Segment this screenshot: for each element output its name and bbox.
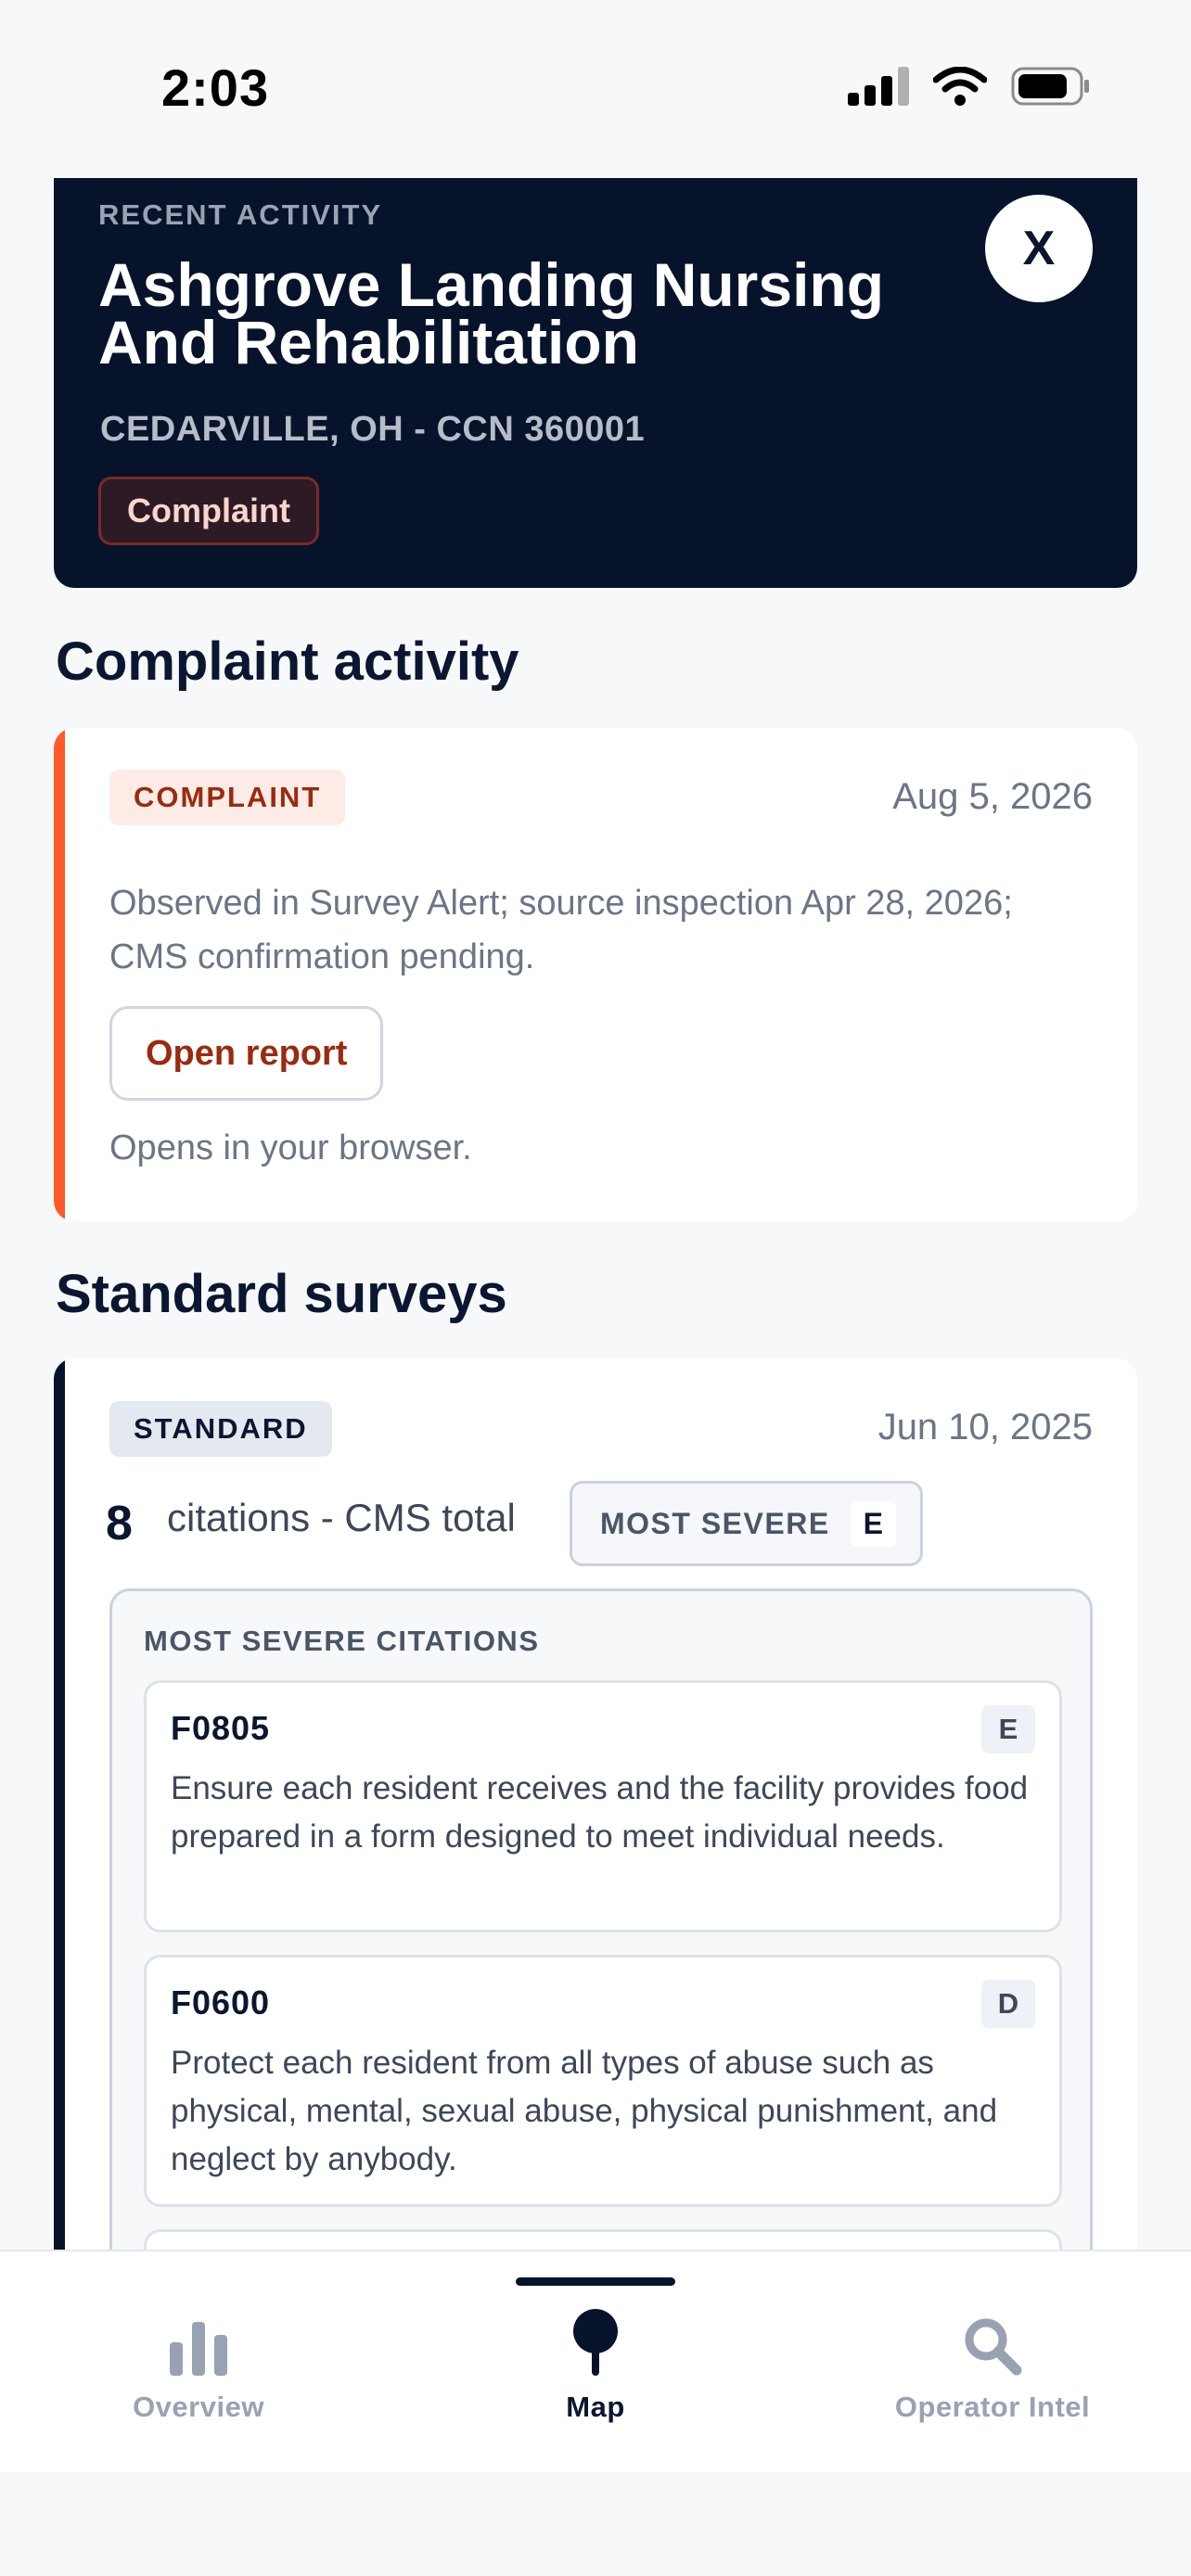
citation-code: F0805 xyxy=(171,1709,271,1747)
active-tab-indicator xyxy=(516,2277,675,2286)
citation-severity: E xyxy=(981,1705,1035,1753)
wifi-icon xyxy=(933,67,987,106)
tab-map-label: Map xyxy=(566,2391,625,2423)
standard-date: Jun 10, 2025 xyxy=(877,1407,1093,1447)
citation-code: F0600 xyxy=(171,1983,271,2021)
battery-icon xyxy=(1011,67,1091,106)
browser-note: Opens in your browser. xyxy=(109,1129,472,1167)
close-button[interactable]: X xyxy=(985,195,1093,302)
tab-overview[interactable] xyxy=(0,2251,397,2474)
citation-text: Ensure each resident receives and the facility provides food prepared in a form designed to meet individual needs. xyxy=(171,1770,1029,1855)
standard-tag: STANDARD xyxy=(109,1401,332,1457)
citations-heading: MOST SEVERE CITATIONS xyxy=(144,1625,540,1657)
citation-text: Protect each resident from all types of abuse such as physical, mental, sexual abuse, physical punishment, and neglect by anybody. xyxy=(171,2045,998,2177)
complaint-tag: COMPLAINT xyxy=(109,770,345,825)
most-severe-badge xyxy=(570,1481,923,1566)
facility-location: CEDARVILLE, OH - CCN 360001 xyxy=(100,410,646,449)
standard-survey-card xyxy=(54,1358,1137,2286)
complaint-date: Aug 5, 2026 xyxy=(892,776,1093,817)
header-eyebrow: RECENT ACTIVITY xyxy=(98,198,383,231)
citation-item[interactable] xyxy=(144,1955,1062,2207)
complaint-accent-bar xyxy=(54,728,65,1221)
tab-map[interactable] xyxy=(397,2251,794,2474)
most-severe-label: MOST SEVERE xyxy=(600,1506,830,1540)
tab-operator-intel-label: Operator Intel xyxy=(894,2391,1091,2423)
tab-overview-label: Overview xyxy=(133,2391,264,2423)
cellular-signal-icon xyxy=(848,67,909,106)
standard-section-title: Standard surveys xyxy=(56,1264,507,1324)
status-icons xyxy=(848,67,1091,106)
complaint-card xyxy=(54,728,1137,1221)
facility-name: Ashgrove Landing Nursing And Rehabilitation xyxy=(98,250,885,376)
complaint-section-title: Complaint activity xyxy=(56,631,519,692)
status-time: 2:03 xyxy=(161,58,270,117)
citation-label: citations - CMS total xyxy=(167,1496,516,1539)
map-pin-icon xyxy=(570,2309,621,2376)
search-icon xyxy=(963,2309,1022,2376)
facility-header-card xyxy=(54,178,1137,588)
citation-severity: D xyxy=(981,1980,1035,2028)
citation-item[interactable] xyxy=(144,1680,1062,1932)
most-severe-value: E xyxy=(851,1501,896,1547)
citation-count: 8 xyxy=(106,1497,133,1550)
complaint-badge: Complaint xyxy=(98,477,319,545)
bar-chart-icon xyxy=(170,2309,227,2376)
open-report-button[interactable]: Open report xyxy=(109,1006,383,1101)
status-bar xyxy=(0,0,1191,176)
tab-operator-intel[interactable] xyxy=(794,2251,1191,2474)
bottom-tab-bar xyxy=(0,2250,1191,2472)
standard-accent-bar xyxy=(54,1358,65,2286)
most-severe-citations-box xyxy=(109,1588,1093,2286)
complaint-description: Observed in Survey Alert; source inspection Apr 28, 2026; CMS confirmation pending. xyxy=(109,884,1013,976)
